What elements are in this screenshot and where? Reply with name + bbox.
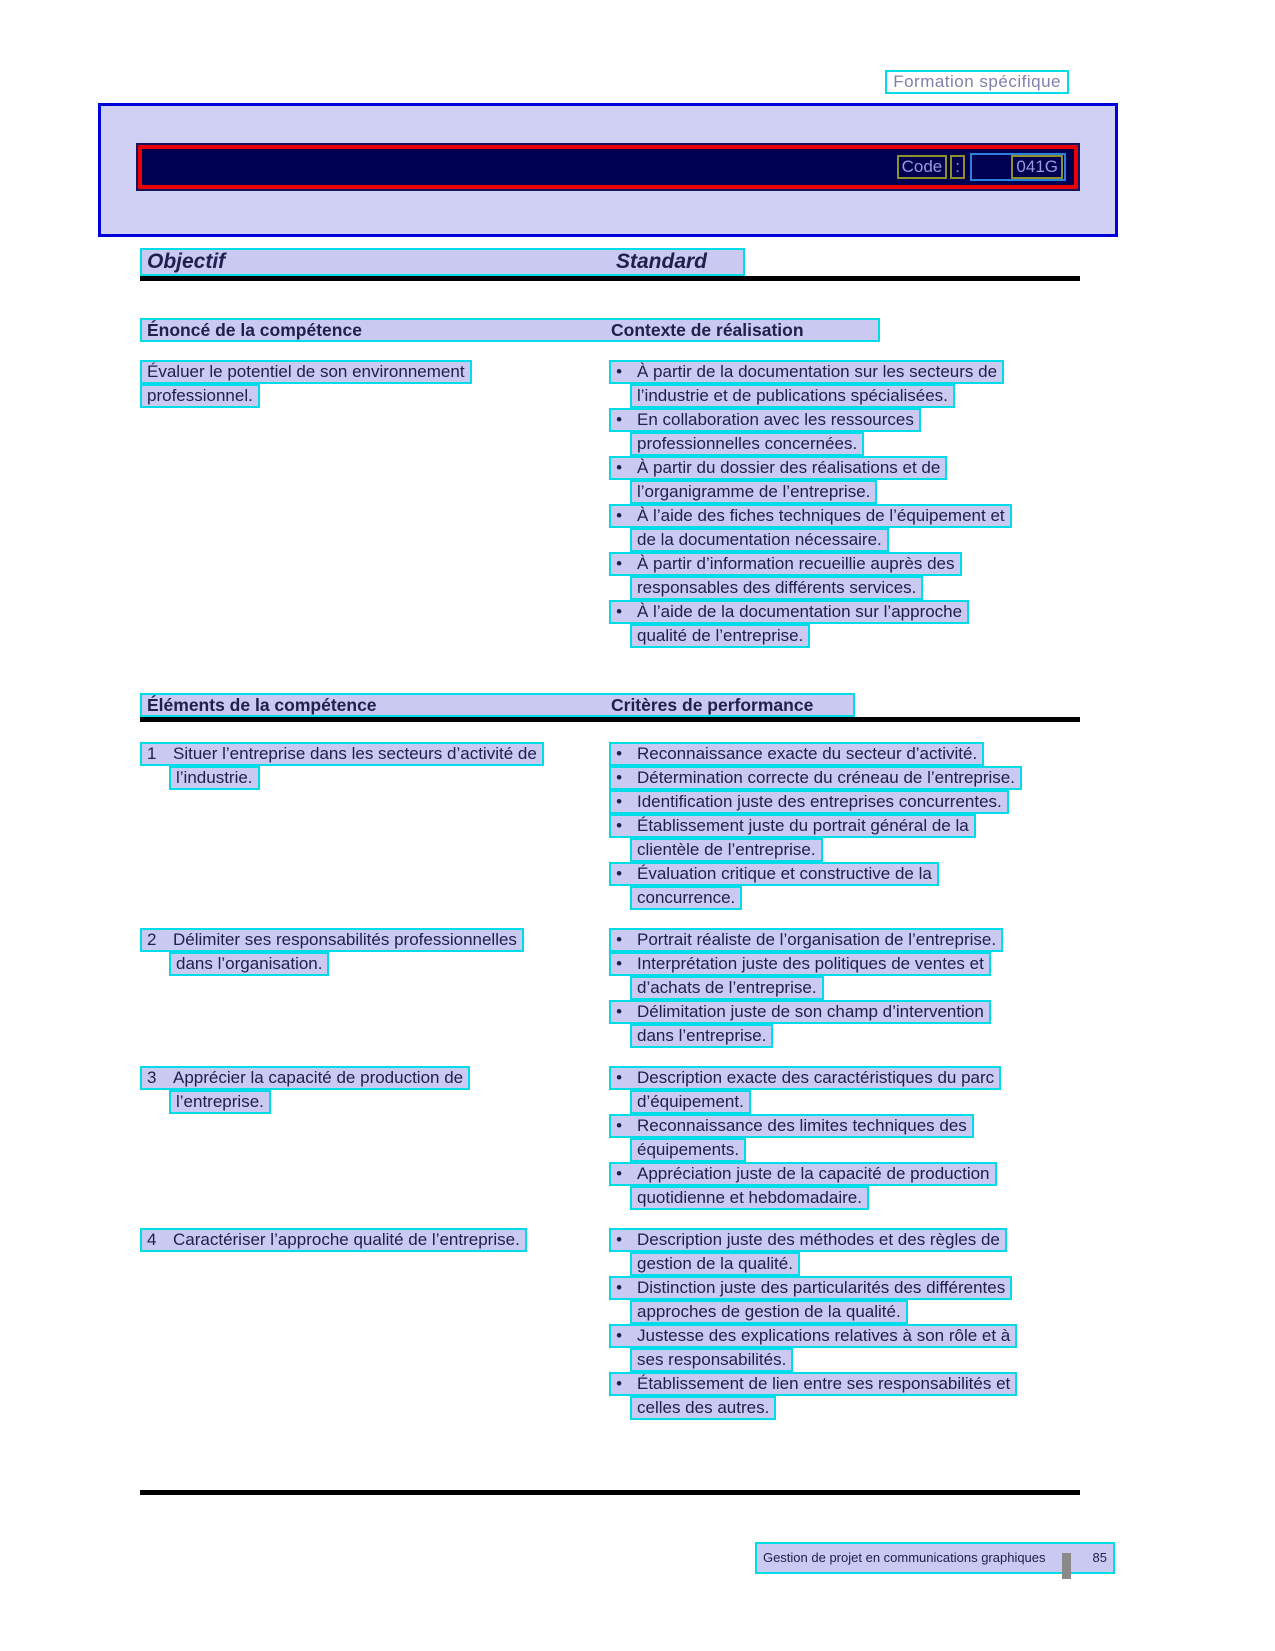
bullet-text: Reconnaissance des limites techniques des — [637, 1116, 967, 1135]
list-item — [609, 360, 1080, 408]
bullet-icon — [616, 955, 637, 973]
bullet-line — [609, 408, 921, 432]
bullet-line — [609, 504, 1012, 528]
element-title-text: Caractériser l’approche qualité de l’entreprise. — [173, 1230, 520, 1249]
enonce-contexte-heading — [140, 318, 880, 342]
footer-separator-bar — [1062, 1553, 1071, 1579]
list-item — [609, 1372, 1080, 1420]
elements-heading: Éléments de la compétence — [147, 695, 377, 715]
element-title — [140, 1066, 609, 1114]
list-item — [609, 814, 1080, 862]
criteria-list — [609, 928, 1080, 1048]
list-item — [609, 408, 1080, 456]
bullet-icon — [616, 1069, 637, 1087]
list-item — [609, 790, 1080, 814]
list-item — [609, 928, 1080, 952]
element-title-continuation: dans l’organisation. — [169, 952, 329, 976]
bullet-line — [609, 600, 969, 624]
bullet-text: Appréciation juste de la capacité de production — [637, 1164, 990, 1183]
bullet-text-continuation: ses responsabilités. — [630, 1348, 793, 1372]
bullet-line — [609, 766, 1022, 790]
footer-box — [755, 1542, 1115, 1574]
elements-list — [140, 742, 1080, 1420]
criteria-list — [609, 742, 1080, 910]
code-field-box — [970, 153, 1066, 181]
element-row — [140, 1066, 1080, 1210]
bullet-line — [609, 1228, 1007, 1252]
list-item — [609, 1162, 1080, 1210]
bullet-icon — [616, 1327, 637, 1345]
element-title-text: Situer l’entreprise dans les secteurs d’activité de — [173, 744, 537, 763]
bullet-text: À l’aide de la documentation sur l’approche — [637, 602, 963, 621]
bullet-text: Portrait réaliste de l’organisation de l’entreprise. — [637, 930, 997, 949]
bullet-icon — [616, 1117, 637, 1135]
bullet-text: Établissement de lien entre ses responsabilités et — [637, 1374, 1011, 1393]
element-title-line — [140, 1228, 527, 1252]
bullet-line — [609, 552, 962, 576]
bullet-text: Délimitation juste de son champ d’intervention — [637, 1002, 984, 1021]
element-row — [140, 928, 1080, 1048]
list-item — [609, 952, 1080, 1000]
bullet-text: Description juste des méthodes et des règles de — [637, 1230, 1000, 1249]
bullet-icon — [616, 769, 637, 787]
bullet-line — [609, 1162, 997, 1186]
bullet-text: Identification juste des entreprises concurrentes. — [637, 792, 1002, 811]
bullet-line — [609, 360, 1004, 384]
divider-line — [140, 276, 1080, 281]
bullet-text-continuation: concurrence. — [630, 886, 742, 910]
bullet-text-continuation: de la documentation nécessaire. — [630, 528, 889, 552]
bullet-text: Reconnaissance exacte du secteur d’activité. — [637, 744, 978, 763]
element-number: 1 — [147, 744, 157, 763]
list-item — [609, 552, 1080, 600]
bullet-text: À l’aide des fiches techniques de l’équipement et — [637, 506, 1005, 525]
bullet-text: Établissement juste du portrait général de la — [637, 816, 969, 835]
bullet-line — [609, 1114, 974, 1138]
bullet-text: Justesse des explications relatives à son rôle et à — [637, 1326, 1011, 1345]
list-item — [609, 1276, 1080, 1324]
bullet-text-continuation: approches de gestion de la qualité. — [630, 1300, 908, 1324]
element-title-line — [140, 1066, 470, 1090]
element-title-line — [140, 928, 524, 952]
bullet-text-continuation: responsables des différents services. — [630, 576, 923, 600]
bullet-text-continuation: l’industrie et de publications spécialisées. — [630, 384, 955, 408]
divider-line — [140, 717, 1080, 722]
bullet-icon — [616, 1231, 637, 1249]
element-number: 4 — [147, 1230, 157, 1249]
list-item — [609, 1114, 1080, 1162]
bullet-line — [609, 1066, 1001, 1090]
bullet-line — [609, 1324, 1017, 1348]
list-item — [609, 1228, 1080, 1276]
statement-block — [140, 360, 609, 408]
code-value: 041G — [1011, 155, 1063, 179]
code-colon: : — [950, 155, 965, 179]
bullet-line — [609, 790, 1009, 814]
bullet-text-continuation: professionnelles concernées. — [630, 432, 864, 456]
code-label: Code — [897, 155, 948, 179]
bullet-text: À partir d’information recueillie auprès des — [637, 554, 955, 573]
element-title — [140, 928, 609, 976]
bullet-line — [609, 928, 1003, 952]
bullet-line — [609, 456, 947, 480]
list-item — [609, 1000, 1080, 1048]
bullet-text: Détermination correcte du créneau de l’entreprise. — [637, 768, 1015, 787]
bullet-line — [609, 1000, 991, 1024]
bullet-line — [609, 742, 984, 766]
bullet-icon — [616, 865, 637, 883]
bullet-line — [609, 952, 991, 976]
bullet-text: Description exacte des caractéristiques du parc — [637, 1068, 995, 1087]
bullet-line — [609, 1276, 1012, 1300]
criteria-list — [609, 1066, 1080, 1210]
bullet-line — [609, 862, 939, 886]
list-item — [609, 742, 1080, 766]
statement-line: professionnel. — [140, 384, 260, 408]
bullet-icon — [616, 931, 637, 949]
bullet-text: Interprétation juste des politiques de ventes et — [637, 954, 984, 973]
code-strip — [138, 145, 1078, 189]
criteres-heading: Critères de performance — [611, 695, 814, 715]
list-item — [609, 766, 1080, 790]
bullet-icon — [616, 411, 637, 429]
statement-line: Évaluer le potentiel de son environnement — [140, 360, 472, 384]
list-item — [609, 600, 1080, 648]
bullet-text: À partir de la documentation sur les secteurs de — [637, 362, 998, 381]
bullet-icon — [616, 507, 637, 525]
context-list — [609, 360, 1080, 648]
element-title-text: Apprécier la capacité de production de — [173, 1068, 464, 1087]
bullet-text-continuation: dans l’entreprise. — [630, 1024, 773, 1048]
bullet-text-continuation: quotidienne et hebdomadaire. — [630, 1186, 869, 1210]
bullet-icon — [616, 603, 637, 621]
element-title — [140, 1228, 609, 1252]
bullet-text-continuation: qualité de l’entreprise. — [630, 624, 810, 648]
element-title-continuation: l’industrie. — [169, 766, 260, 790]
element-number: 3 — [147, 1068, 157, 1087]
element-title-text: Délimiter ses responsabilités professionnelles — [173, 930, 517, 949]
bullet-icon — [616, 1003, 637, 1021]
bullet-icon — [616, 793, 637, 811]
bullet-text-continuation: gestion de la qualité. — [630, 1252, 800, 1276]
elements-criteres-heading — [140, 693, 855, 717]
bullet-icon — [616, 1165, 637, 1183]
objectif-heading: Objectif — [147, 250, 226, 273]
bullet-icon — [616, 1375, 637, 1393]
page-number: 85 — [1092, 1550, 1107, 1565]
bullet-icon — [616, 1279, 637, 1297]
criteria-list — [609, 1228, 1080, 1420]
bullet-icon — [616, 363, 637, 381]
page-content — [140, 248, 1107, 1574]
element-title — [140, 742, 609, 790]
list-item — [609, 1066, 1080, 1114]
element-row — [140, 742, 1080, 910]
list-item — [609, 456, 1080, 504]
objectif-standard-heading — [140, 248, 745, 276]
element-row — [140, 1228, 1080, 1420]
standard-heading: Standard — [616, 250, 708, 273]
bullet-line — [609, 1372, 1017, 1396]
list-item — [609, 504, 1080, 552]
bullet-text-continuation: d’équipement. — [630, 1090, 751, 1114]
bullet-icon — [616, 555, 637, 573]
bullet-icon — [616, 745, 637, 763]
element-title-continuation: l’entreprise. — [169, 1090, 271, 1114]
bullet-text-continuation: d’achats de l’entreprise. — [630, 976, 824, 1000]
title-banner — [98, 103, 1118, 237]
competence-section — [140, 360, 1080, 648]
bullet-icon — [616, 817, 637, 835]
divider-line — [140, 1490, 1080, 1495]
element-number: 2 — [147, 930, 157, 949]
element-title-line — [140, 742, 544, 766]
footer-title: Gestion de projet en communications graphiques — [762, 1550, 1046, 1565]
bullet-text-continuation: l’organigramme de l’entreprise. — [630, 480, 877, 504]
bullet-text-continuation: clientèle de l’entreprise. — [630, 838, 823, 862]
footer — [140, 1542, 1107, 1574]
list-item — [609, 1324, 1080, 1372]
bullet-text-continuation: équipements. — [630, 1138, 746, 1162]
list-item — [609, 862, 1080, 910]
bullet-text: En collaboration avec les ressources — [637, 410, 914, 429]
bullet-text-continuation: celles des autres. — [630, 1396, 776, 1420]
enonce-heading: Énoncé de la compétence — [147, 320, 362, 340]
bullet-line — [609, 814, 976, 838]
running-head: Formation spécifique — [885, 70, 1069, 94]
bullet-text: Distinction juste des particularités des différentes — [637, 1278, 1006, 1297]
bullet-icon — [616, 459, 637, 477]
bullet-text: À partir du dossier des réalisations et de — [637, 458, 941, 477]
bullet-text: Évaluation critique et constructive de la — [637, 864, 932, 883]
contexte-heading: Contexte de réalisation — [611, 320, 804, 340]
